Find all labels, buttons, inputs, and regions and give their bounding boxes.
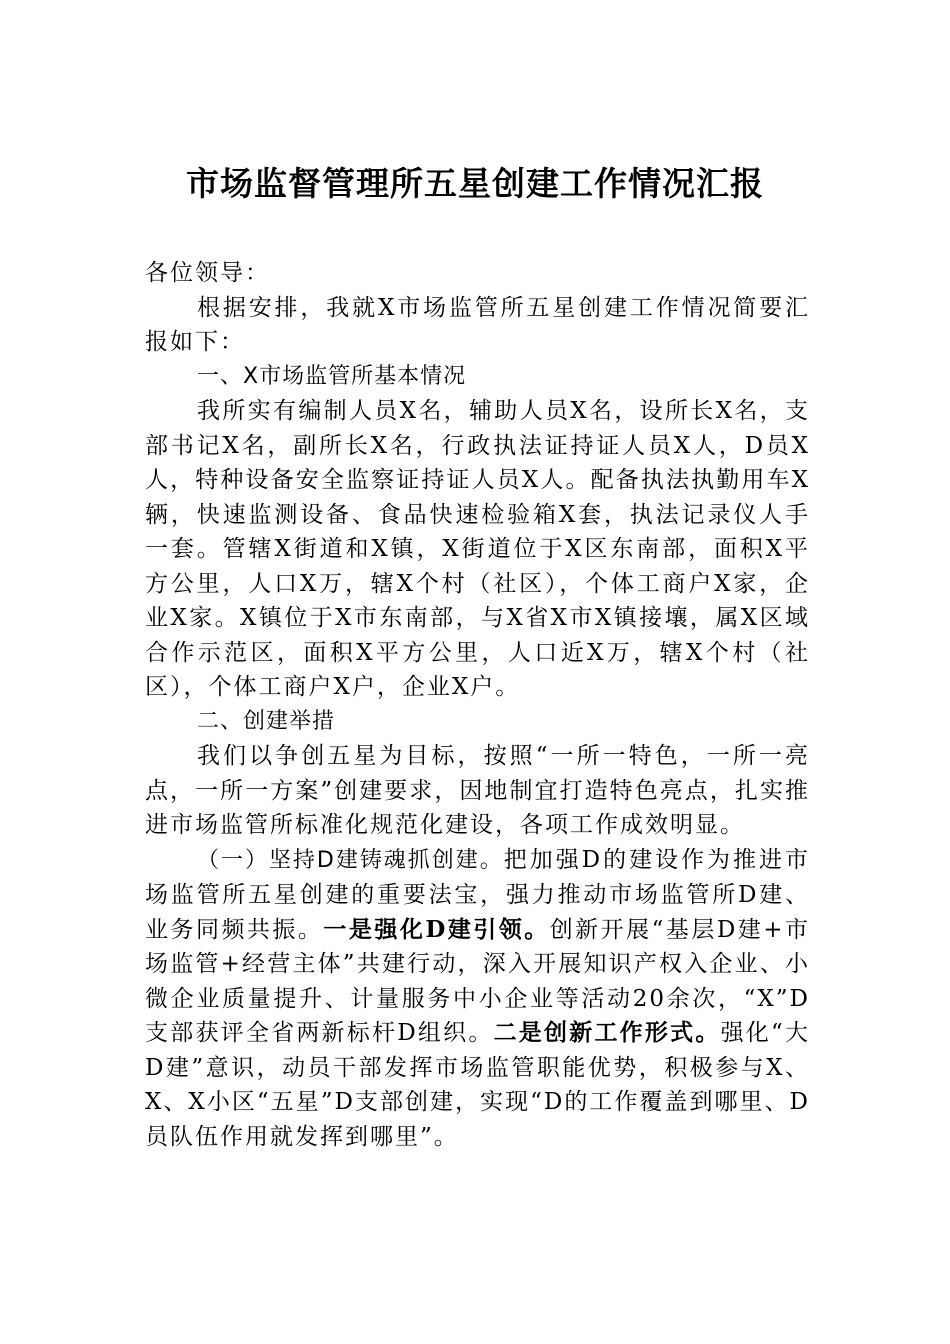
item-1-text-2: 创新开展“基层D建+市场监管+经营主体”共建行动，深入开展知识产权入企业、小微企业质量提升、计量服务中小企业等活动20余次，“X”D支部获评全省两新标杆D组织。 bbox=[145, 916, 810, 1046]
item-1-text-1: 把加强D的建设作为推进市场监管所五星创建的重要法宝，强力推动市场监管所D建、业务同频共振。 bbox=[145, 846, 810, 943]
item-1-bold-1: 一是强化D建引领。 bbox=[323, 915, 550, 943]
item-1-text-3: 强化“大D建”意识，动员干部发挥市场监管职能优势，积极参与X、X、X小区“五星”D支部创建，实现“D的工作覆盖到哪里、D员队伍作用就发挥到哪里”。 bbox=[145, 1020, 811, 1150]
intro-paragraph: 根据安排，我就X市场监管所五星创建工作情况简要汇报如下： bbox=[145, 294, 810, 355]
document-title: 市场监督管理所五星创建工作情况汇报 bbox=[186, 164, 764, 203]
section-2-paragraph: 我们以争创五星为目标，按照“一所一特色，一所一亮点，一所一方案”创建要求，因地制宜打造特色亮点，扎实推进市场监管所标准化规范化建设，各项工作成效明显。 bbox=[145, 743, 810, 838]
item-1-bold-2: 二是创新工作形式。 bbox=[493, 1019, 721, 1046]
section-2-heading: 二、创建举措 bbox=[197, 708, 336, 734]
section-2-item-1 bbox=[145, 843, 810, 1155]
item-1-lead: （一）坚持D建铸魂抓创建。 bbox=[197, 847, 504, 873]
salutation: 各位领导： bbox=[145, 260, 270, 286]
document-body bbox=[145, 256, 810, 1154]
section-1-heading: 一、X市场监管所基本情况 bbox=[197, 363, 467, 389]
section-1-paragraph: 我所实有编制人员X名，辅助人员X名，设所长X名，支部书记X名，副所长X名，行政执法证持证人员X人，D员X人，特种设备安全监察证持证人员X人。配备执法执勤用车X辆，快速监测设备、食品快速检验箱X套，执法记录仪人手一套。管辖X街道和X镇，X街道位于X区东南部，面积X平方公里，人口X万，辖X个村（社区），个体工商户X家，企业X家。X镇位于X市东南部，与X省X市X镇接壤，属X区域合作示范区，面积X平方公里，人口近X万，辖X个村（社区），个体工商户X户，企业X户。 bbox=[145, 398, 810, 700]
